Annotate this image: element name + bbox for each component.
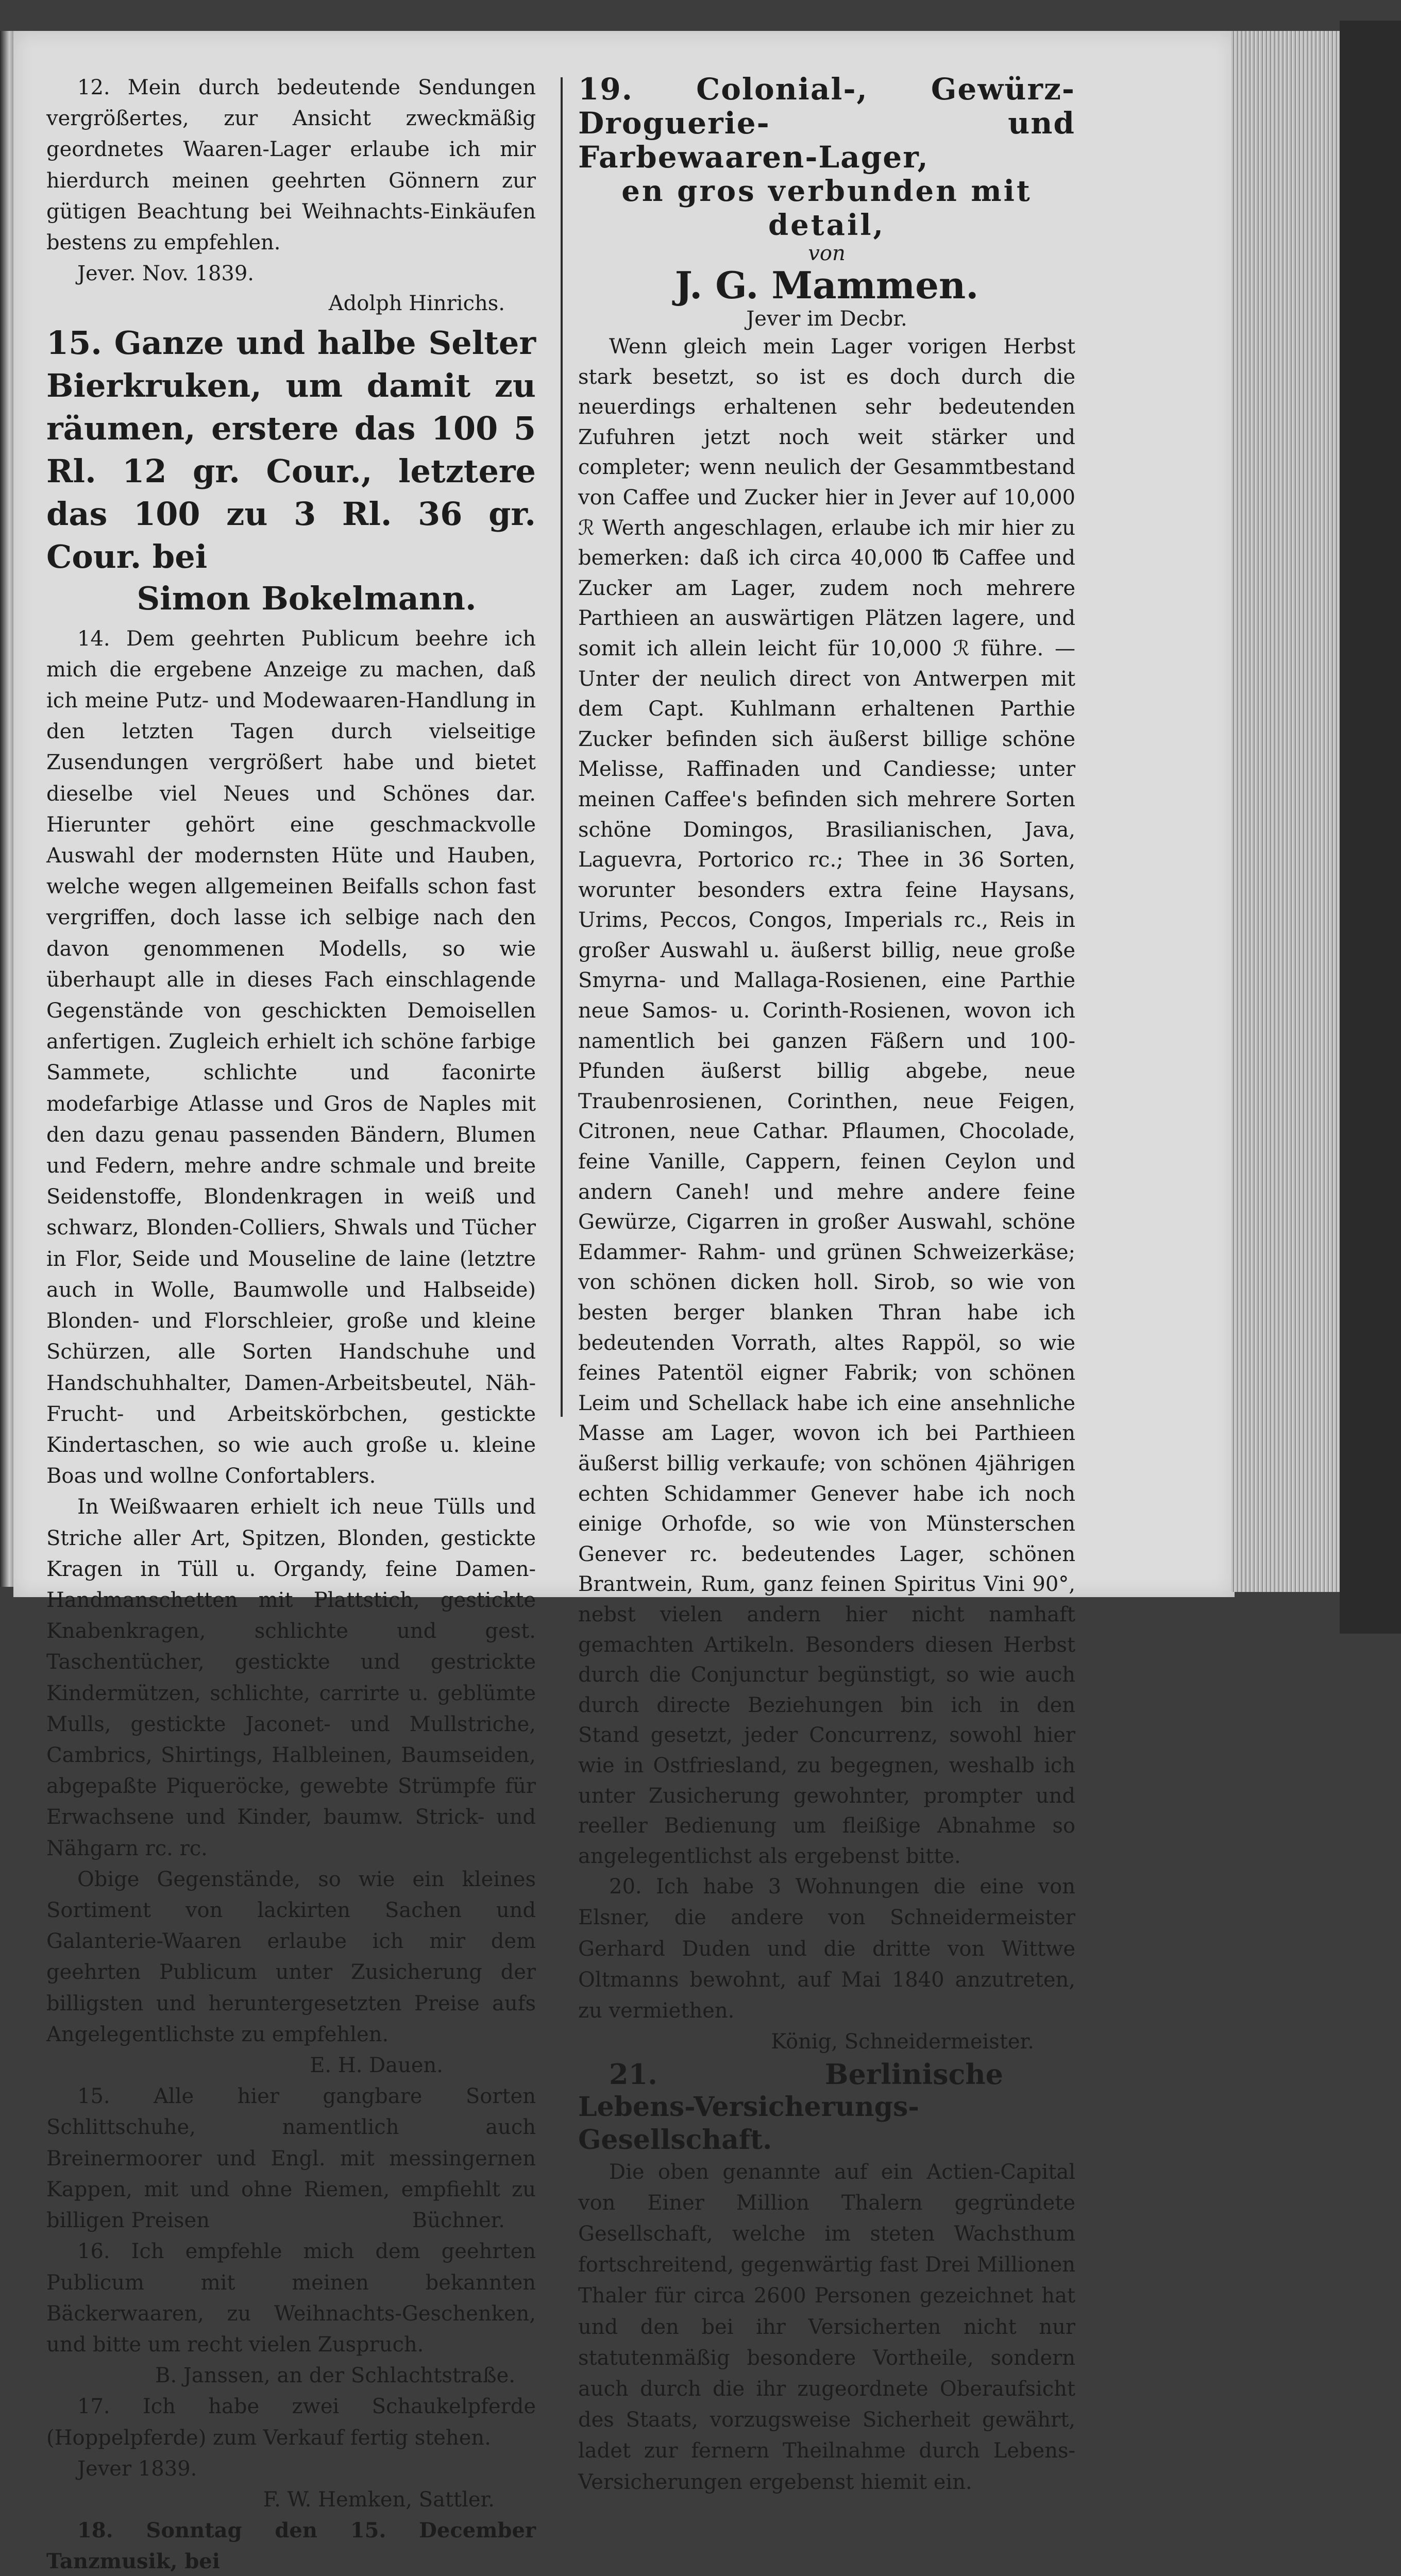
book-page-edges — [1231, 31, 1343, 1592]
notice-20-text: 20. Ich habe 3 Wohnungen die eine von Elsner, die andere von Schneidermeister Gerhard Duden und die dritte von Wittwe Oltmanns bewohnt, auf Mai 1840 anzutreten, zu vermiethen. — [578, 1875, 1075, 2023]
notice-13-text: 15. Ganze und halbe Selter Bierkruken, um damit zu räumen, erstere das 100 5 Rl. 12 gr. Cour., letztere das 100 zu 3 Rl. 36 gr. Cour. bei — [46, 324, 536, 575]
notice-21-heading — [578, 2058, 1075, 2091]
notice-14-paragraph-2: In Weißwaaren erhielt ich neue Tülls und Striche aller Art, Spitzen, Blonden, gestickte Kragen in Tüll u. Organdy, feine Damen-Handmanschetten mit Plattstich, gestickte Knabenkragen, schlichte und gest. Taschentücher, gestickte und gestrickte Kindermützen, schlichte, carrirte u. geblümte Mulls, gestickte Jaconet- und Mullstriche, Cambrics, Shirtings, Halbleinen, Baumseiden, abgepaßte Piqueröcke, gewebte Strümpfe für Erwachsene und Kinder, baumw. Strick- und Nähgarn rc. rc. — [46, 1495, 536, 1860]
notice-21-number: 21. — [609, 2057, 657, 2091]
notice-12-signature: Adolph Hinrichs. — [328, 292, 505, 316]
notice-19-subtitle: en gros verbunden mit detail, — [621, 174, 1032, 242]
notice-21-title: Berlinische — [824, 2057, 1003, 2091]
notice-16-signature: B. Janssen, an der Schlachtstraße. — [155, 2364, 515, 2388]
notice-12-text: 12. Mein durch bedeutende Sendungen vergrößertes, zur Ansicht zweckmäßig geordnetes Waaren-Lager erlaube ich mir hierdurch meinen geehrten Gönnern zur gütigen Beachtung bei Weihnachts-Einkäufen bestens zu empfehlen. — [46, 76, 536, 255]
notice-12-date: Jever. Nov. 1839. — [77, 262, 255, 286]
notice-19-von: von — [808, 242, 846, 265]
notice-14-paragraph-1: 14. Dem geehrten Publicum beehre ich mich die ergebene Anzeige zu machen, daß ich meine Putz- und Modewaaren-Handlung in den letzten Tagen durch vielseitige Zusendungen vergrößert habe und bietet dieselbe viel Neues und Schönes dar. Hierunter gehört eine geschmackvolle Auswahl der modernsten Hüte und Hauben, welche wegen allgemeinen Beifalls schon fast vergriffen, doch lasse ich selbige nach den davon genommenen Modells, so wie überhaupt alle in dieses Fach einschlagende Gegenstände von geschickten Demoisellen anfertigen. Zugleich erhielt ich schöne farbige Sammete, schlichte und faconirte modefarbige Atlasse und Gros de Naples mit den dazu genau passenden Bändern, Blumen und Federn, mehre andre schmale und breite Seidenstoffe, Blondenkragen in weiß und schwarz, Blonden-Colliers, Shwals und Tücher in Flor, Seide und Mouseline de laine (letztre auch in Wolle, Baumwolle und Halbseide) Blonden- und Florschleier, große und kleine Schürzen, alle Sorten Handschuhe und Handschuhhalter, Damen-Arbeitsbeutel, Näh- Frucht- und Arbeitskörbchen, gestickte Kindertaschen, so wie auch große u. kleine Boas und wollne Confortablers. — [46, 626, 536, 1488]
notice-19-text: Wenn gleich mein Lager vorigen Herbst stark besetzt, so ist es doch durch die neuerdings erhaltenen sehr bedeutenden Zufuhren jetzt noch weit stärker und completer; wenn neulich der Gesammtbestand von Caffee und Zucker hier in Jever auf 10,000 ℛ Werth angeschlagen, erlaube ich mir hier zu bemerken: daß ich circa 40,000 ℔ Caffee und Zucker am Lager, zudem noch mehrere Parthieen an auswärtigen Plätzen lagere, und somit ich allein leicht für 10,000 ℛ führe. — Unter der neulich direct von Antwerpen mit dem Capt. Kuhlmann erhaltenen Parthie Zucker befinden sich äußerst billige schöne Melisse, Raffinaden und Candiesse; unter meinen Caffee's befinden sich mehrere Sorten schöne Domingos, Brasilianischen, Java, Laguevra, Portorico rc.; Thee in 36 Sorten, worunter besonders extra feine Haysans, Urims, Peccos, Congos, Imperials rc., Reis in großer Auswahl u. äußerst billig, neue große Smyrna- und Mallaga-Rosienen, eine Parthie neue Samos- u. Corinth-Rosienen, wovon ich namentlich bei ganzen Fäßern und 100-Pfunden äußerst billig abgebe, neue Traubenrosienen, Corinthen, neue Feigen, Citronen, neue Cathar. Pflaumen, Chocolade, feine Vanille, Cappern, feinen Ceylon und andern Caneh! und mehre andere feine Gewürze, Cigarren in großer Auswahl, schöne Edammer- Rahm- und grünen Schweizerkäse; von schönen dicken holl. Sirob, so wie von besten berger blanken Thran habe ich bedeutenden Vorrath, altes Rappöl, so wie feines Patentöl eigner Fabrik; von schönen Leim und Schellack habe ich eine ansehnliche Masse am Lager, wovon ich bei Parthieen äußerst billig verkaufe; von schönen 4jährigen echten Schidammer Genever habe ich noch einige Orhofde, so wie von Münsterschen Genever rc. bedeutendes Lager, schönen Brantwein, Rum, ganz feinen Spiritus Vini 90°, nebst vielen andern hier nicht namhaft gemachten Artikeln. Besonders diesen Herbst durch die Conjunctur begünstigt, so wie auch durch directe Beziehungen bin ich in den Stand gesetzt, jeder Concurrenz, sowohl hier wie in Ostfriesland, zu begegnen, weshalb ich unter Zusicherung gewohnter, prompter und reeller Bedienung um fleißige Abnahme so angelegentlichst als ergebenst bitte. — [578, 335, 1075, 1868]
left-column — [46, 72, 536, 2576]
notice-16-text: 16. Ich empfehle mich dem geehrten Publicum mit meinen bekannten Bäckerwaaren, zu Weihnachts-Geschenken, und bitte um recht vielen Zuspruch. — [46, 2240, 536, 2357]
notice-18-text: 18. Sonntag den 15. December Tanzmusik, bei — [46, 2518, 536, 2574]
column-divider — [561, 77, 563, 1417]
notice-14-paragraph-3: Obige Gegenstände, so wie ein kleines Sortiment von lackirten Sachen und Galanterie-Waaren erlaube ich mir dem geehrten Publicum unter Zusicherung der billigsten und heruntergesetzten Preise aufs Angelegentlichste zu empfehlen. — [46, 1867, 536, 2046]
notice-15-text: 15. Alle hier gangbare Sorten Schlittschuhe, namentlich auch Breinermoorer und Engl. mit messingernen Kappen, mit und ohne Riemen, empfiehlt zu billigen Preisen — [46, 2084, 536, 2232]
notice-17-signature: F. W. Hemken, Sattler. — [263, 2488, 495, 2512]
right-column — [578, 72, 1075, 2498]
notice-14-signature: E. H. Dauen. — [310, 2053, 443, 2077]
notice-20-signature: König, Schneidermeister. — [771, 2030, 1034, 2054]
book-shadow — [1340, 21, 1401, 1634]
notice-21-company: Lebens-Versicherungs-Gesellschaft. — [578, 2091, 919, 2156]
notice-17-date: Jever 1839. — [77, 2456, 197, 2481]
book-left-edge — [0, 31, 13, 1587]
notice-19-title: 19. Colonial-, Gewürz- Droguerie- und Farbewaaren-Lager, — [578, 72, 1075, 175]
notice-13-signature: Simon Bokelmann. — [137, 579, 477, 617]
notice-17-text: 17. Ich habe zwei Schaukelpferde (Hoppelpferde) zum Verkauf fertig stehen. — [46, 2395, 536, 2450]
notice-19-name: J. G. Mammen. — [674, 263, 979, 307]
notice-21-text: Die oben genannte auf ein Actien-Capital von Einer Million Thalern gegründete Gesellschaft, welche im steten Wachsthum fortschreitend, gegenwärtig fast Drei Millionen Thaler für circa 2600 Personen gezeichnet hat und den bei ihr Versicherten nicht nur statutenmäßig besondere Vortheile, sondern auch durch die ihr zugeordnete Oberaufsicht des Staats, vorzugsweise Sicherheit gewährt, ladet zur fernern Theilnahme durch Lebens-Versicherungen ergebenst hiemit ein. — [578, 2160, 1075, 2494]
notice-15-signature: Büchner. — [412, 2209, 505, 2233]
notice-19-dateline: Jever im Decbr. — [746, 307, 907, 331]
